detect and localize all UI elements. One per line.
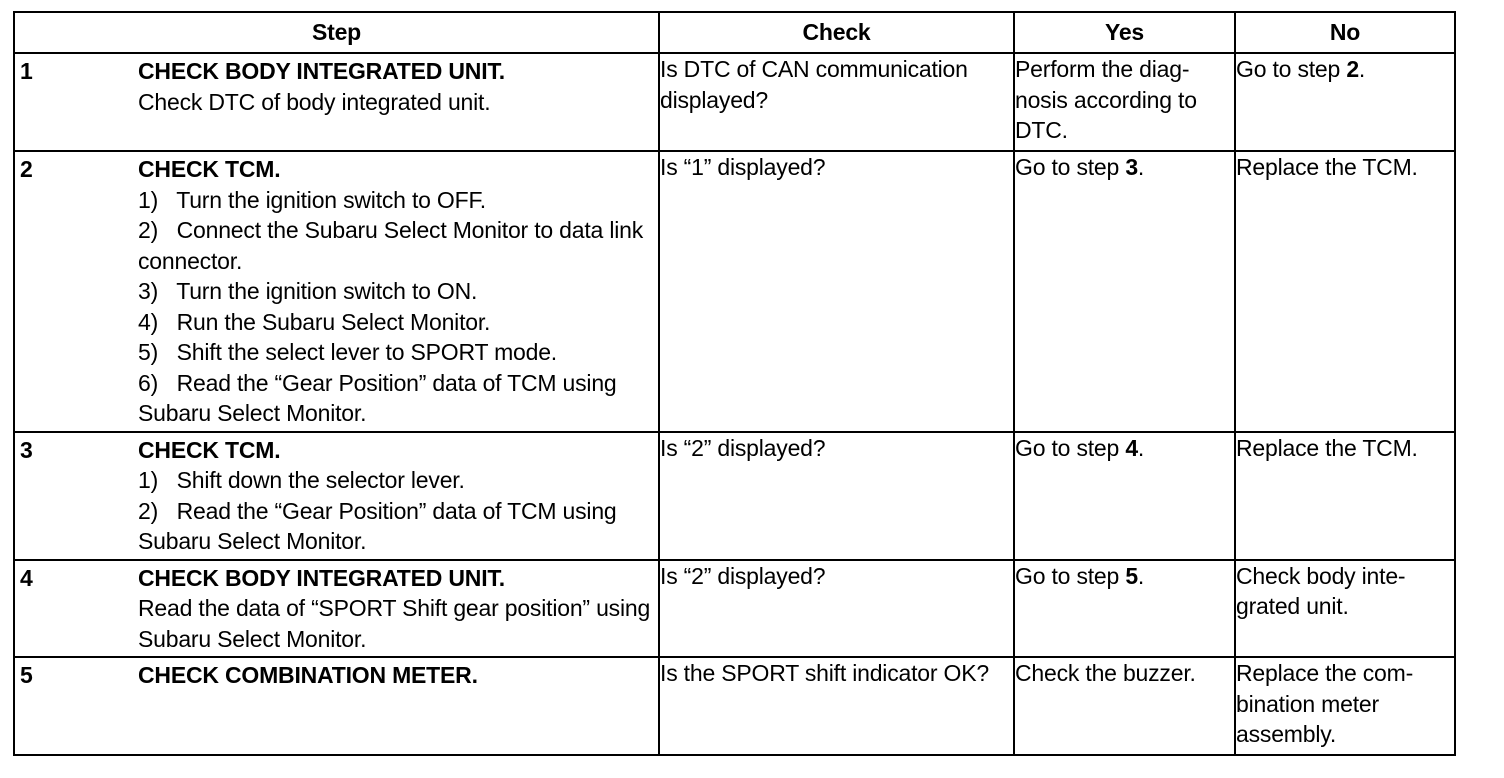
yes-cell: [1014, 53, 1235, 151]
check-cell: Is “2” displayed?: [659, 560, 1014, 658]
step-cell: [14, 432, 659, 560]
step-number: 3: [20, 436, 33, 463]
no-text: Check body inte-grated unit.: [1236, 562, 1406, 619]
step-instruction: 2) Read the “Gear Position” data of TCM using Subaru Select Monitor.: [138, 497, 623, 554]
no-cell: [1235, 560, 1455, 658]
step-title: CHECK TCM.: [138, 436, 281, 463]
step-instruction: 2) Connect the Subaru Select Monitor to data link connector.: [138, 217, 650, 274]
yes-step-ref: 4: [1125, 434, 1138, 461]
header-row: [14, 12, 1455, 53]
step-title: CHECK TCM.: [138, 156, 281, 182]
no-text: Replace the TCM.: [1236, 434, 1418, 461]
yes-step-ref: 3: [1125, 154, 1138, 180]
header-check: Check: [659, 12, 1014, 53]
step-instruction: Read the data of “SPORT Shift gear position” using Subaru Select Monitor.: [138, 595, 657, 652]
check-cell: Is DTC of CAN communication displayed?: [659, 53, 1014, 151]
yes-cell: [1014, 432, 1235, 560]
no-text: Replace the TCM.: [1236, 154, 1418, 180]
header-yes: Yes: [1014, 12, 1235, 53]
step-number: 5: [20, 662, 33, 688]
header-step: Step: [14, 12, 659, 53]
yes-text: Go to step: [1015, 434, 1126, 461]
no-suffix: .: [1358, 56, 1366, 82]
step-cell: [14, 151, 659, 432]
yes-cell: [1014, 151, 1235, 432]
check-cell: Is “2” displayed?: [659, 432, 1014, 560]
diagnostic-table: [13, 11, 1456, 756]
step-instruction: 6) Read the “Gear Position” data of TCM using Subaru Select Monitor.: [138, 369, 623, 426]
table-row: [14, 657, 1455, 755]
no-step-ref: 2: [1346, 56, 1359, 82]
step-title: CHECK BODY INTEGRATED UNIT.: [138, 58, 505, 84]
step-cell: [14, 560, 659, 658]
yes-cell: [1014, 560, 1235, 658]
no-cell: [1235, 151, 1455, 432]
yes-suffix: .: [1137, 562, 1145, 589]
step-number: 4: [20, 564, 33, 591]
yes-text: Go to step: [1015, 154, 1126, 180]
yes-text: Perform the diag-nosis according to DTC.: [1015, 56, 1197, 143]
no-text: Go to step: [1236, 56, 1347, 82]
step-number: 2: [20, 156, 33, 182]
step-cell: [14, 657, 659, 755]
yes-suffix: .: [1137, 154, 1145, 180]
yes-text: Go to step: [1015, 562, 1126, 589]
step-title: CHECK BODY INTEGRATED UNIT.: [138, 564, 505, 591]
yes-text: Check the buzzer.: [1015, 660, 1196, 686]
step-instruction: 4) Run the Subaru Select Monitor.: [138, 308, 491, 335]
yes-step-ref: 5: [1125, 562, 1138, 589]
step-instruction: 1) Shift down the selector lever.: [138, 467, 465, 493]
step-title: CHECK COMBINATION METER.: [138, 662, 478, 688]
yes-suffix: .: [1137, 434, 1145, 461]
step-instruction: 5) Shift the select lever to SPORT mode.: [138, 339, 557, 365]
step-instruction: 3) Turn the ignition switch to ON.: [138, 278, 478, 304]
step-number: 1: [20, 58, 33, 84]
check-cell: Is “1” displayed?: [659, 151, 1014, 432]
no-cell: [1235, 53, 1455, 151]
table-row: [14, 53, 1455, 151]
header-no: No: [1235, 12, 1455, 53]
no-cell: [1235, 432, 1455, 560]
table-row: [14, 560, 1455, 658]
no-cell: [1235, 657, 1455, 755]
table-row: [14, 432, 1455, 560]
step-instruction: 1) Turn the ignition switch to OFF.: [138, 186, 486, 213]
step-cell: [14, 53, 659, 151]
step-instruction: Check DTC of body integrated unit.: [138, 88, 491, 115]
yes-cell: [1014, 657, 1235, 755]
check-cell: Is the SPORT shift indicator OK?: [659, 657, 1014, 755]
no-text: Replace the com-bination meter assembly.: [1236, 660, 1414, 747]
table-row: [14, 151, 1455, 432]
